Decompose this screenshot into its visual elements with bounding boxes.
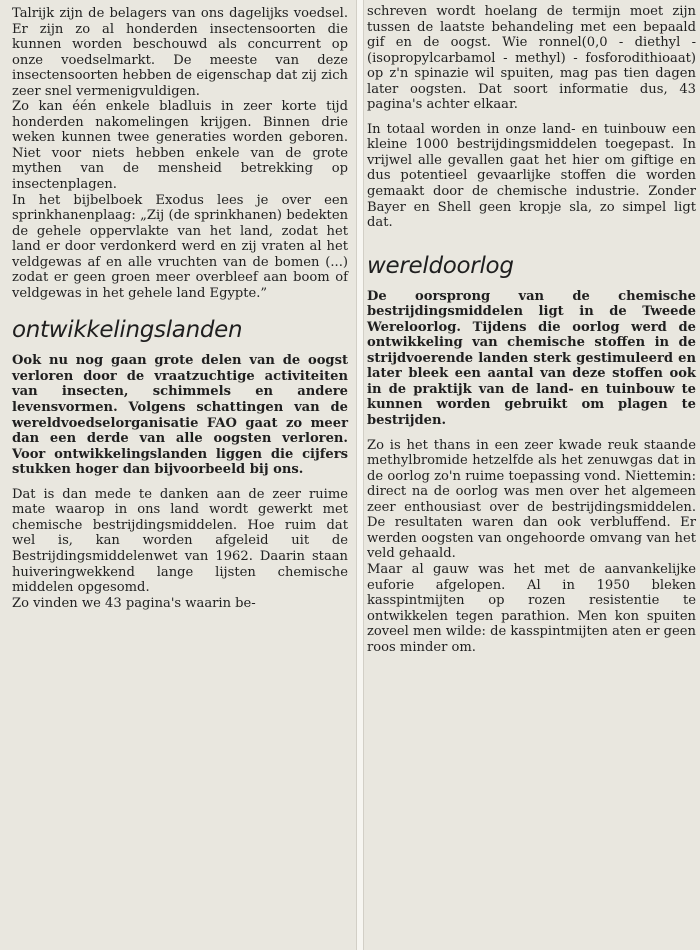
intro-paragraph: Ook nu nog gaan grote delen van de oogst verloren door de vraatzuchtige activiteiten van insecten, schimmels en andere levensvormen. Volgens schattingen van de wereldvoedselorganisatie FAO gaat zo meer dan een derde van alle oogsten verloren. Voor ontwikkelingslanden liggen die cijfers stukken hoger dan bijvoorbeeld bij ons. — [12, 353, 348, 478]
section-heading: wereldoorlog — [367, 252, 514, 279]
paragraph: Zo kan één enkele bladluis in zeer korte tijd honderden nakomelingen krijgen. Binnen drie weken kunnen twee generaties worden geboren. Niet voor niets hebben enkele van de grote mythen van de mensheid betrekking op insectenplagen. — [12, 99, 348, 193]
paragraph: Talrijk zijn de belagers van ons dagelijks voedsel. Er zijn zo al honderden insectensoorten die kunnen worden beschouwd als concurrent op onze voedselmarkt. De meeste van deze insectensoorten hebben de eigenschap dat zij zich zeer snel vermenigvuldigen. — [12, 6, 348, 99]
paragraph: Dat is dan mede te danken aan de zeer ruime mate waarop in ons land wordt gewerkt met chemische bestrijdingsmiddelen. Hoe ruim dat wel is, kan worden afgeleid uit de Bestrijdingsmiddelenwet van 1962. Daarin staan huiveringwekkend lange lijsten chemische middelen opgesomd. — [12, 486, 348, 596]
right-column — [362, 0, 700, 950]
paragraph: Maar al gauw was het met de aanvankelijke euforie afgelopen. Al in 1950 bleken kasspintmijten op rozen resistentie te ontwikkelen tegen parathion. Men kon spuiten zoveel men wilde: de kasspintmijten aten er geen roos minder om. — [367, 561, 696, 655]
paragraph: Zo vinden we 43 pagina's waarin be- — [12, 595, 256, 611]
paragraph: schreven wordt hoelang de termijn moet zijn tussen de laatste behandeling met een bepaald gif en de oogst. Wie ronnel(0,0 - diethyl - (isopropylcarbamol - methyl) - fosforodithioaat) op z'n spinazie wil spuiten, mag pas tien dagen later oogsten. Dat soort informatie dus, 43 pagina's achter elkaar. — [367, 4, 696, 113]
intro-paragraph: De oorsprong van de chemische bestrijdingsmiddelen ligt in de Tweede Wereloorlog. Tijdens die oorlog werd de ontwikkeling van chemische stoffen in de strijdvoerende landen sterk gestimuleerd en later bleek een aantal van deze stoffen ook in de praktijk van de land- en tuinbouw te kunnen worden gebruikt om plagen te bestrijden. — [367, 288, 696, 429]
paragraph: In het bijbelboek Exodus lees je over een sprinkhanenplaag: „Zij (de sprinkhanen) bedekten de gehele oppervlakte van het land, zodat het land er door verdonkerd werd en zij vraten al het veldgewas af en alle vruchten van de bomen (...) zodat er geen groen meer overbleef aan boom of veldgewas in het gehele land Egypte.” — [12, 192, 348, 301]
paragraph: In totaal worden in onze land- en tuinbouw een kleine 1000 bestrijdingsmiddelen toegepast. In vrijwel alle gevallen gaat het hier om giftige en dus potentieel gevaarlijke stoffen die worden gemaakt door de chemische industrie. Zonder Bayer en Shell geen kropje sla, zo simpel ligt dat. — [367, 121, 696, 231]
section-heading: ontwikkelingslanden — [12, 317, 243, 344]
paragraph: Zo is het thans in een zeer kwade reuk staande methylbromide hetzelfde als het zenuwgas dat in de oorlog zo'n ruime toepassing vond. Niettemin: direct na de oorlog was men over het algemeen zeer enthousiast over de bestrijdingsmiddelen. De resultaten waren dan ook verbluffend. Er werden oogsten van ongehoorde omvang van het veld gehaald. — [367, 437, 696, 562]
